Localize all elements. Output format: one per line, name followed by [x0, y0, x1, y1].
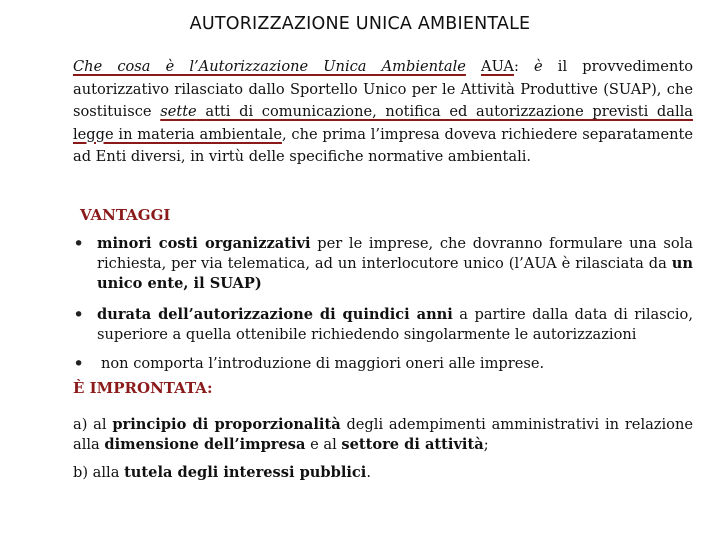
slide-title: AUTORIZZAZIONE UNICA AMBIENTALE [189, 14, 531, 34]
bullet-dot-icon: • [73, 353, 85, 375]
bullet-dot-icon: • [73, 304, 85, 326]
bullet-text-1 [97, 234, 693, 294]
intro-colon: : [513, 58, 519, 75]
bullet-1-text: per le imprese, che dovranno formulare una sola richiesta, per via telematica, ad un interlocutore unico (l’AUA è rilasciata da [97, 235, 693, 272]
bullet-2-text: a partire dalla data di rilascio, superiore a quella ottenibile richiedendo singolarmente le autorizzazioni [97, 306, 693, 343]
point-b-bold-1: tutela degli interessi pubblici [124, 464, 367, 481]
point-a-text-1: degli adempimenti amministrativi in relazione alla [73, 416, 693, 453]
bullet-1-bold-2: un unico ente, il SUAP) [97, 255, 693, 292]
point-b [73, 463, 693, 483]
intro-question: Che cosa è l’Autorizzazione Unica Ambientale [73, 58, 466, 75]
intro-sette: sette [160, 103, 197, 120]
intro-text-1: il provvedimento autorizzativo rilasciato dallo Sportello Unico per le Attività Produttive (SUAP), che sostituisce [73, 58, 693, 120]
intro-text-2: , che prima l’impresa doveva richiedere separatamente ad Enti diversi, in virtù delle specifiche normative ambientali. [73, 125, 694, 165]
intro-verb: è [534, 58, 543, 75]
point-a-bold-3: settore di attività [341, 436, 484, 453]
bullet-item-3 [73, 354, 693, 374]
point-a [73, 415, 693, 455]
point-a-bold-1: principio di proporzionalità [112, 416, 341, 433]
bullet-item-1 [73, 234, 693, 294]
bullet-text-2 [97, 305, 693, 345]
point-a-prefix: a) al [73, 416, 113, 433]
point-a-bold-2: dimensione dell’impresa [104, 436, 306, 453]
point-b-prefix: b) alla [73, 464, 125, 481]
intro-atti: atti di comunicazione, notifica ed autorizzazione previsti dalla legge in materia ambientale [73, 103, 694, 143]
bullet-text-3 [101, 354, 693, 374]
bullet-item-2 [73, 305, 693, 345]
improntata-heading: È IMPRONTATA: [73, 379, 213, 397]
point-b-text-1: . [366, 464, 371, 481]
point-a-text-2: e al [305, 436, 342, 453]
bullet-1-bold-1: minori costi organizzativi [97, 235, 311, 252]
vantaggi-heading: VANTAGGI [80, 206, 171, 224]
intro-acronym: AUA [481, 58, 514, 75]
intro-paragraph [73, 56, 693, 169]
bullet-dot-icon: • [73, 233, 85, 255]
bullet-3-text: non comporta l’introduzione di maggiori oneri alle imprese. [101, 355, 545, 372]
point-a-text-3: ; [483, 436, 489, 453]
bullet-2-bold-1: durata dell’autorizzazione di quindici anni [97, 306, 453, 323]
